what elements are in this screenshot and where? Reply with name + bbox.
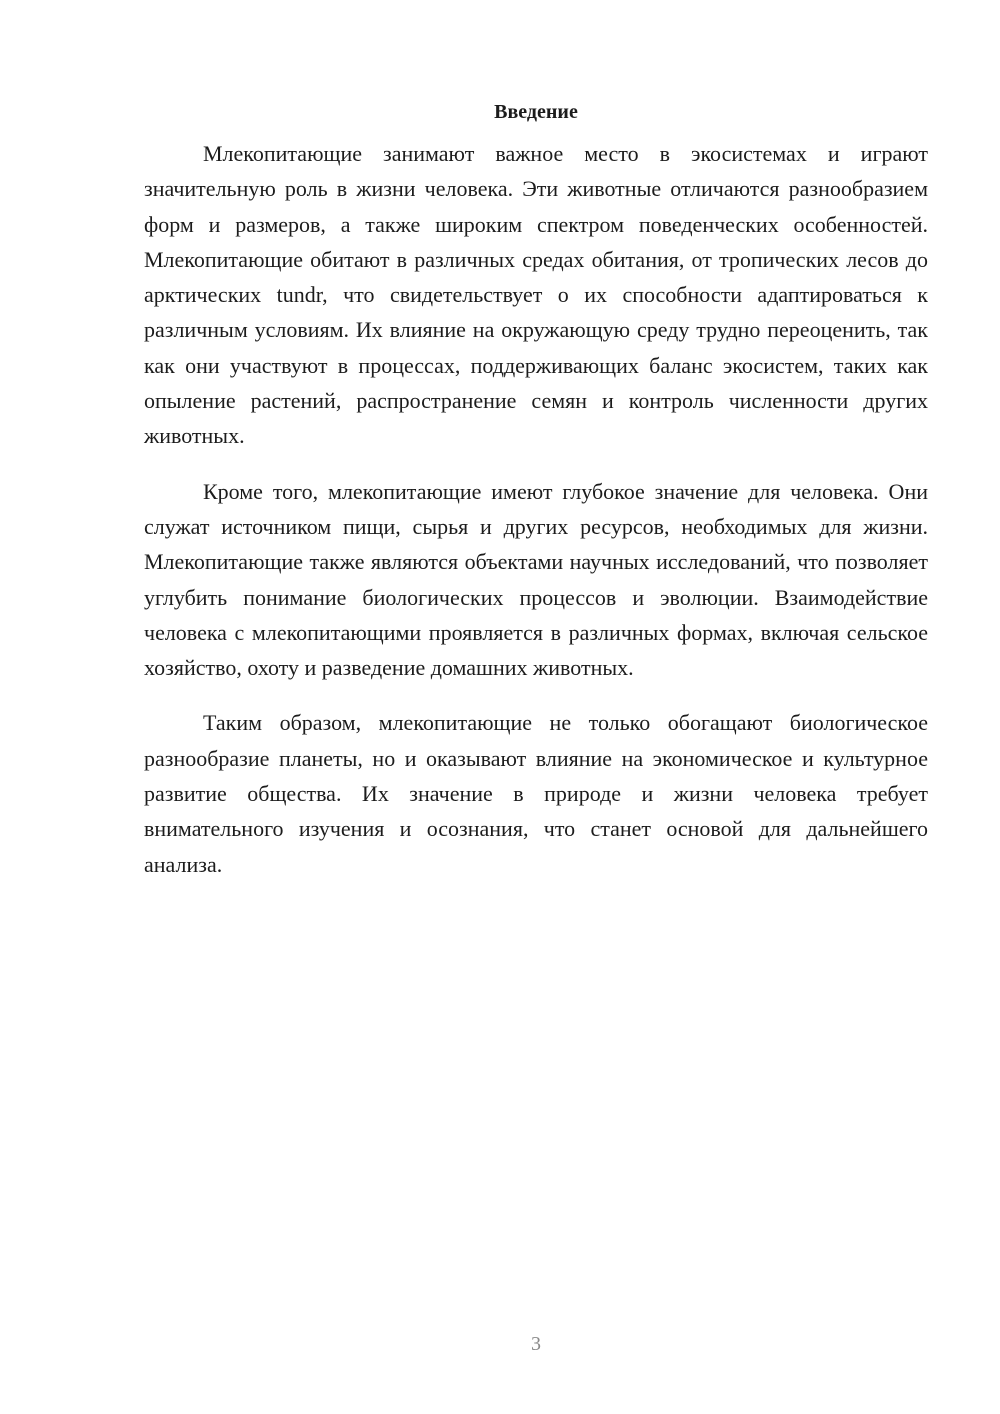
paragraph-3: Таким образом, млекопитающие не только обогащают биологическое разнообразие планеты, но и оказывают влияние на экономическое и культурное развитие общества. Их значение в природе и жизни человека требует внимательного изучения и осознания, что станет основой для дальнейшего анализа. bbox=[144, 710, 928, 877]
page-number: 3 bbox=[531, 1333, 541, 1355]
page-content bbox=[144, 94, 928, 902]
section-title: Введение bbox=[494, 101, 578, 123]
paragraph-2: Кроме того, млекопитающие имеют глубокое значение для человека. Они служат источником пищи, сырья и других ресурсов, необходимых для жизни. Млекопитающие также являются объектами научных исследований, что позволяет углубить понимание биологических процессов и эволюции. Взаимодействие человека с млекопитающими проявляется в различных формах, включая сельское хозяйство, охоту и разведение домашних животных. bbox=[144, 478, 928, 681]
paragraph-1: Млекопитающие занимают важное место в экосистемах и играют значительную роль в жизни человека. Эти животные отличаются разнообразием форм и размеров, а также широким спектром поведенческих особенностей. Млекопитающие обитают в различных средах обитания, от тропических лесов до арктических tundr, что свидетельствует о их способности адаптироваться к различным условиям. Их влияние на окружающую среду трудно переоценить, так как они участвуют в процессах, поддерживающих баланс экосистем, таких как опыление растений, распространение семян и контроль численности других животных. bbox=[144, 141, 928, 449]
